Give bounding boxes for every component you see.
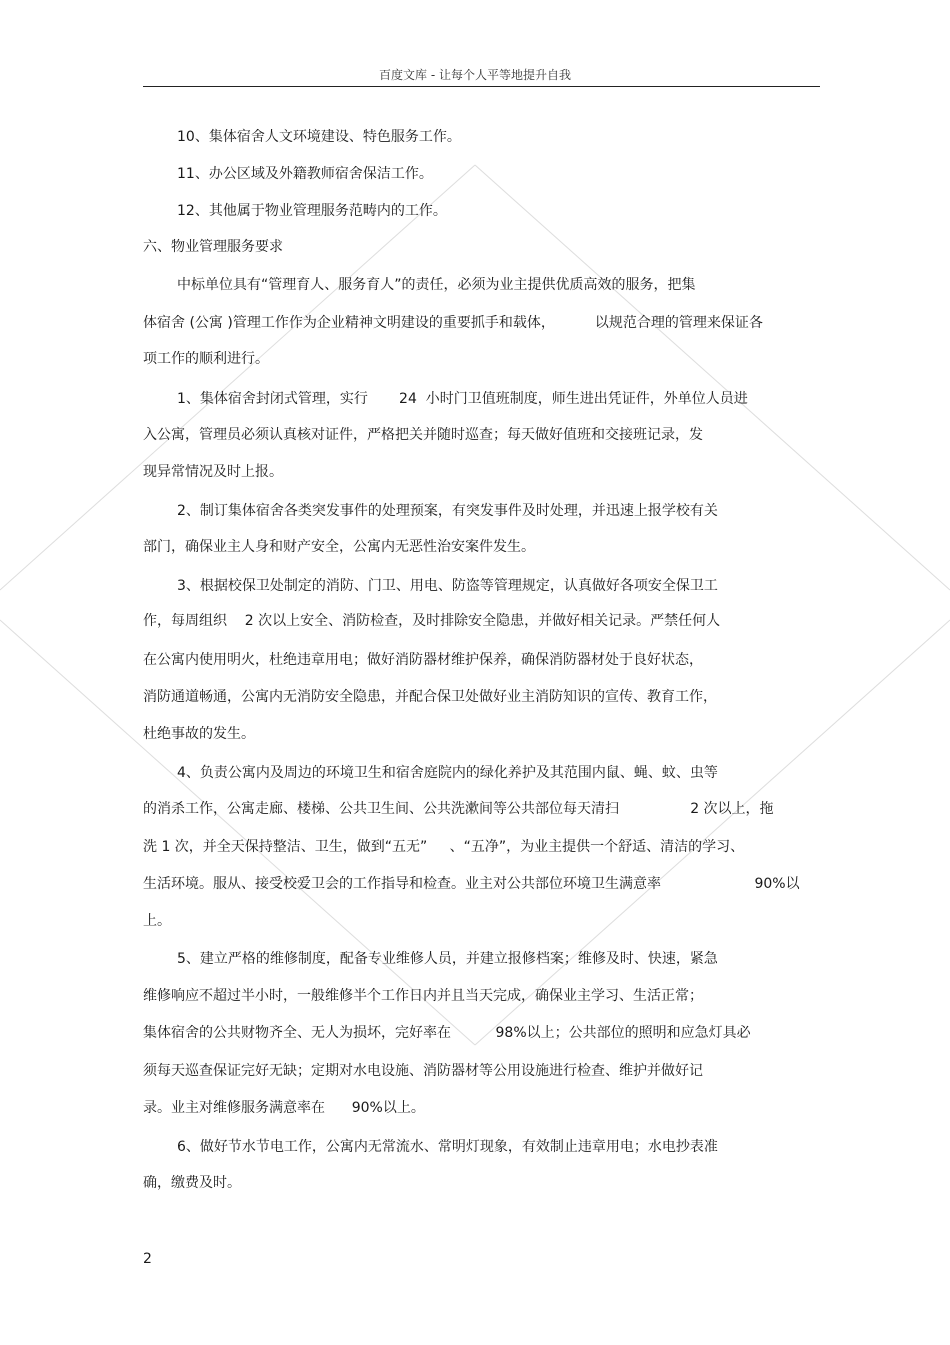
text-line: 的消杀工作，公寓走廊、楼梯、公共卫生间、公共洗漱间等公共部位每天清扫 2 次以上，拖 [143, 801, 774, 817]
text-line: 部门，确保业主人身和财产安全，公寓内无恶性治安案件发生。 [143, 539, 535, 555]
text-line: 消防通道畅通，公寓内无消防安全隐患，并配合保卫处做好业主消防知识的宣传、教育工作， [143, 689, 717, 705]
text-line: 现异常情况及时上报。 [143, 464, 283, 480]
text-line: 1、集体宿舍封闭式管理，实行 24 小时门卫值班制度，师生进出凭证件，外单位人员进 [177, 391, 748, 407]
text-line: 12、其他属于物业管理服务范畴内的工作。 [177, 203, 447, 219]
page-header: 百度文库 - 让每个人平等地提升自我 [379, 68, 571, 82]
text-line: 在公寓内使用明火，杜绝违章用电；做好消防器材维护保养，确保消防器材处于良好状态， [143, 652, 703, 668]
text-line: 杜绝事故的发生。 [143, 726, 255, 742]
text-line: 11、办公区域及外籍教师宿舍保洁工作。 [177, 166, 433, 182]
text-line: 录。业主对维修服务满意率在 90%以上。 [143, 1100, 425, 1116]
text-line: 维修响应不超过半小时，一般维修半个工作日内并且当天完成，确保业主学习、生活正常； [143, 988, 703, 1004]
text-line: 6、做好节水节电工作，公寓内无常流水、常明灯现象，有效制止违章用电；水电抄表准 [177, 1139, 718, 1155]
text-line: 体宿舍 (公寓 )管理工作作为企业精神文明建设的重要抓手和载体， 以规范合理的管理来保证各 [143, 315, 763, 331]
text-line: 确，缴费及时。 [143, 1175, 241, 1191]
text-line: 2、制订集体宿舍各类突发事件的处理预案，有突发事件及时处理，并迅速上报学校有关 [177, 503, 718, 519]
text-line: 10、集体宿舍人文环境建设、特色服务工作。 [177, 129, 461, 145]
text-line: 3、根据校保卫处制定的消防、门卫、用电、防盗等管理规定，认真做好各项安全保卫工 [177, 578, 718, 594]
text-line: 入公寓，管理员必须认真核对证件，严格把关并随时巡查；每天做好值班和交接班记录，发 [143, 427, 703, 443]
section-heading: 六、物业管理服务要求 [143, 239, 283, 255]
text-line: 5、建立严格的维修制度，配备专业维修人员，并建立报修档案；维修及时、快速，紧急 [177, 951, 718, 967]
page-number: 2 [143, 1251, 152, 1267]
text-line: 中标单位具有“管理育人、服务育人”的责任，必须为业主提供优质高效的服务，把集 [177, 277, 696, 293]
text-line: 须每天巡查保证完好无缺；定期对水电设施、消防器材等公用设施进行检查、维护并做好记 [143, 1063, 703, 1079]
text-line: 上。 [143, 913, 171, 929]
text-line: 洗 1 次，并全天保持整洁、卫生，做到“五无” 、“五净”，为业主提供一个舒适、清洁的学习、 [143, 839, 745, 855]
text-line: 作，每周组织 2 次以上安全、消防检查，及时排除安全隐患，并做好相关记录。严禁任何人 [143, 613, 721, 629]
text-line: 集体宿舍的公共财物齐全、无人为损坏，完好率在 98%以上；公共部位的照明和应急灯具必 [143, 1025, 751, 1041]
text-line: 项工作的顺利进行。 [143, 351, 269, 367]
header-rule [143, 86, 820, 87]
text-line: 生活环境。服从、接受校爱卫会的工作指导和检查。业主对公共部位环境卫生满意率 90%以 [143, 876, 800, 892]
text-line: 4、负责公寓内及周边的环境卫生和宿舍庭院内的绿化养护及其范围内鼠、蝇、蚊、虫等 [177, 765, 718, 781]
